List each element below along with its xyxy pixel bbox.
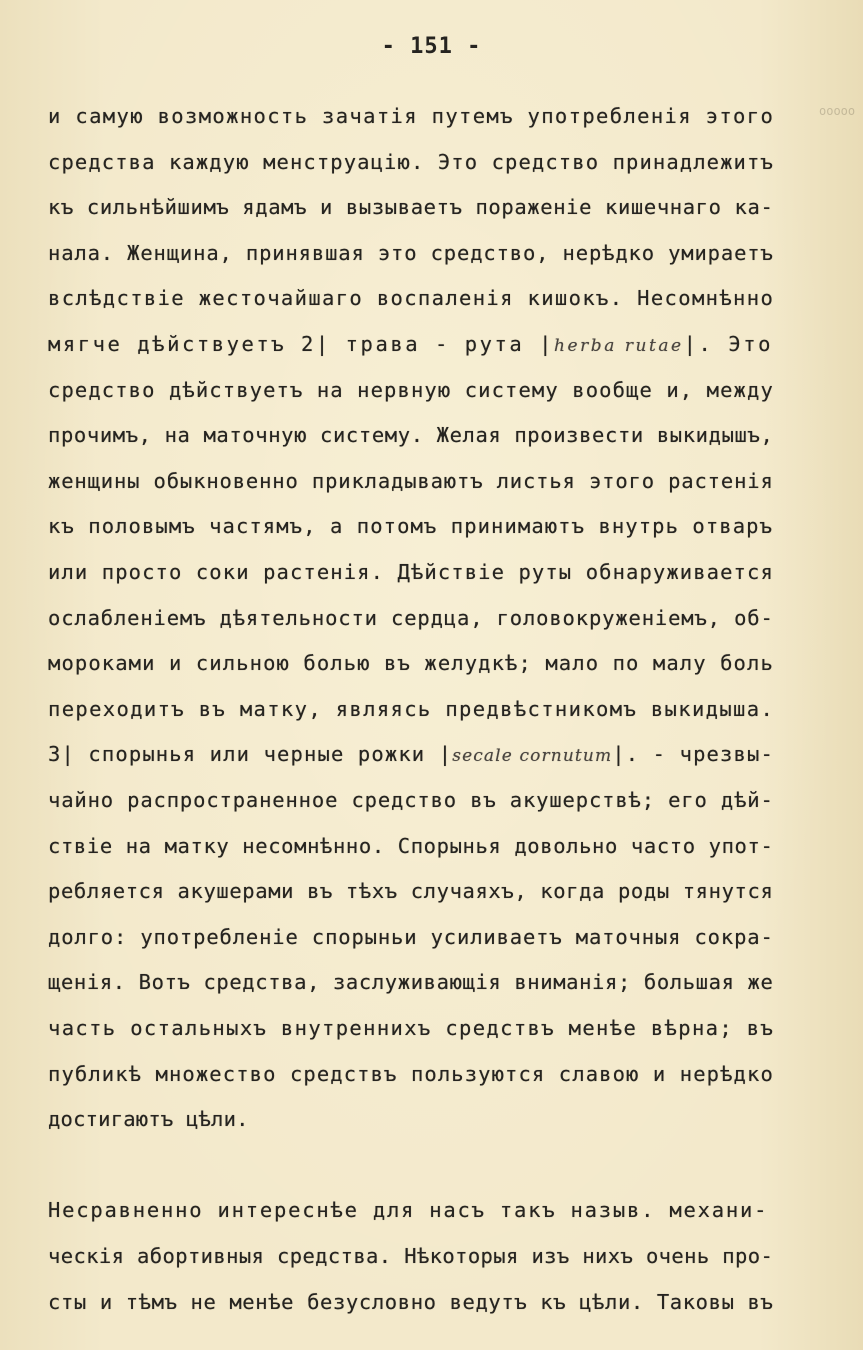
text-line: или просто соки растенія. Дѣйствіе руты обнаруживается bbox=[48, 560, 774, 584]
text-line: ческія абортивныя средства. Нѣкоторыя изъ нихъ очень про- bbox=[48, 1244, 774, 1268]
handwritten-annotation: herba rutae bbox=[554, 336, 684, 356]
handwritten-annotation: secale cornutum bbox=[452, 746, 613, 767]
text-line: женщины обыкновенно прикладываютъ листья этого растенія bbox=[48, 468, 774, 493]
page-number: - 151 - bbox=[381, 34, 482, 59]
text-line: вслѣдствіе жесточайшаго воспаленія кишокъ. Несомнѣнно bbox=[48, 286, 775, 311]
text-line: къ сильнѣйшимъ ядамъ и вызываетъ пораженіе кишечнаго ка- bbox=[48, 195, 774, 220]
text-fragment: мягче дѣйствуетъ 2| трава - рута | bbox=[48, 332, 555, 356]
text-line: часть остальныхъ внутреннихъ средствъ менѣе вѣрна; въ bbox=[48, 1016, 775, 1040]
text-line bbox=[48, 332, 773, 356]
text-line: долго: употребленіе спорыньи усиливаетъ маточныя сокра- bbox=[48, 924, 774, 949]
text-line: прочимъ, на маточную систему. Желая произвести выкидышъ, bbox=[48, 423, 774, 448]
text-fragment: |. Это bbox=[683, 332, 773, 356]
edge-shadow-marks: ooooo bbox=[819, 104, 856, 118]
text-line: къ половымъ частямъ, а потомъ принимаютъ внутрь отваръ bbox=[48, 514, 773, 539]
text-line: чайно распространенное средство въ акушерствѣ; его дѣй- bbox=[48, 788, 774, 812]
text-line bbox=[48, 742, 774, 766]
text-line: мороками и сильною болью въ желудкѣ; мало по малу боль bbox=[48, 651, 774, 676]
text-fragment: 3| спорынья или черные рожки | bbox=[48, 742, 453, 767]
text-line: средства каждую менструацію. Это средство принадлежитъ bbox=[48, 149, 774, 174]
text-line: ствіе на матку несомнѣнно. Спорынья довольно часто упот- bbox=[48, 833, 774, 858]
text-line: щенія. Вотъ средства, заслуживающія вниманія; большая же bbox=[48, 970, 774, 995]
text-line: достигаютъ цѣли. bbox=[48, 1107, 249, 1132]
text-line: переходитъ въ матку, являясь предвѣстникомъ выкидыша. bbox=[48, 696, 775, 721]
text-line: средство дѣйствуетъ на нервную систему вообще и, между bbox=[48, 377, 774, 402]
text-line: ослабленіемъ дѣятельности сердца, головокруженіемъ, об- bbox=[48, 605, 774, 630]
text-fragment: |. - чрезвы- bbox=[612, 742, 774, 767]
text-line: нала. Женщина, принявшая это средство, нерѣдко умираетъ bbox=[48, 240, 774, 265]
text-line: и самую возможность зачатія путемъ употребленія этого bbox=[48, 104, 775, 128]
text-line: ребляется акушерами въ тѣхъ случаяхъ, когда роды тянутся bbox=[48, 879, 774, 904]
text-line: сты и тѣмъ не менѣе безусловно ведутъ къ цѣли. Таковы въ bbox=[48, 1289, 774, 1314]
text-line: публикѣ множество средствъ пользуются славою и нерѣдко bbox=[48, 1061, 774, 1086]
text-line: Несравненно интереснѣе для насъ такъ назыв. механи- bbox=[48, 1198, 769, 1223]
